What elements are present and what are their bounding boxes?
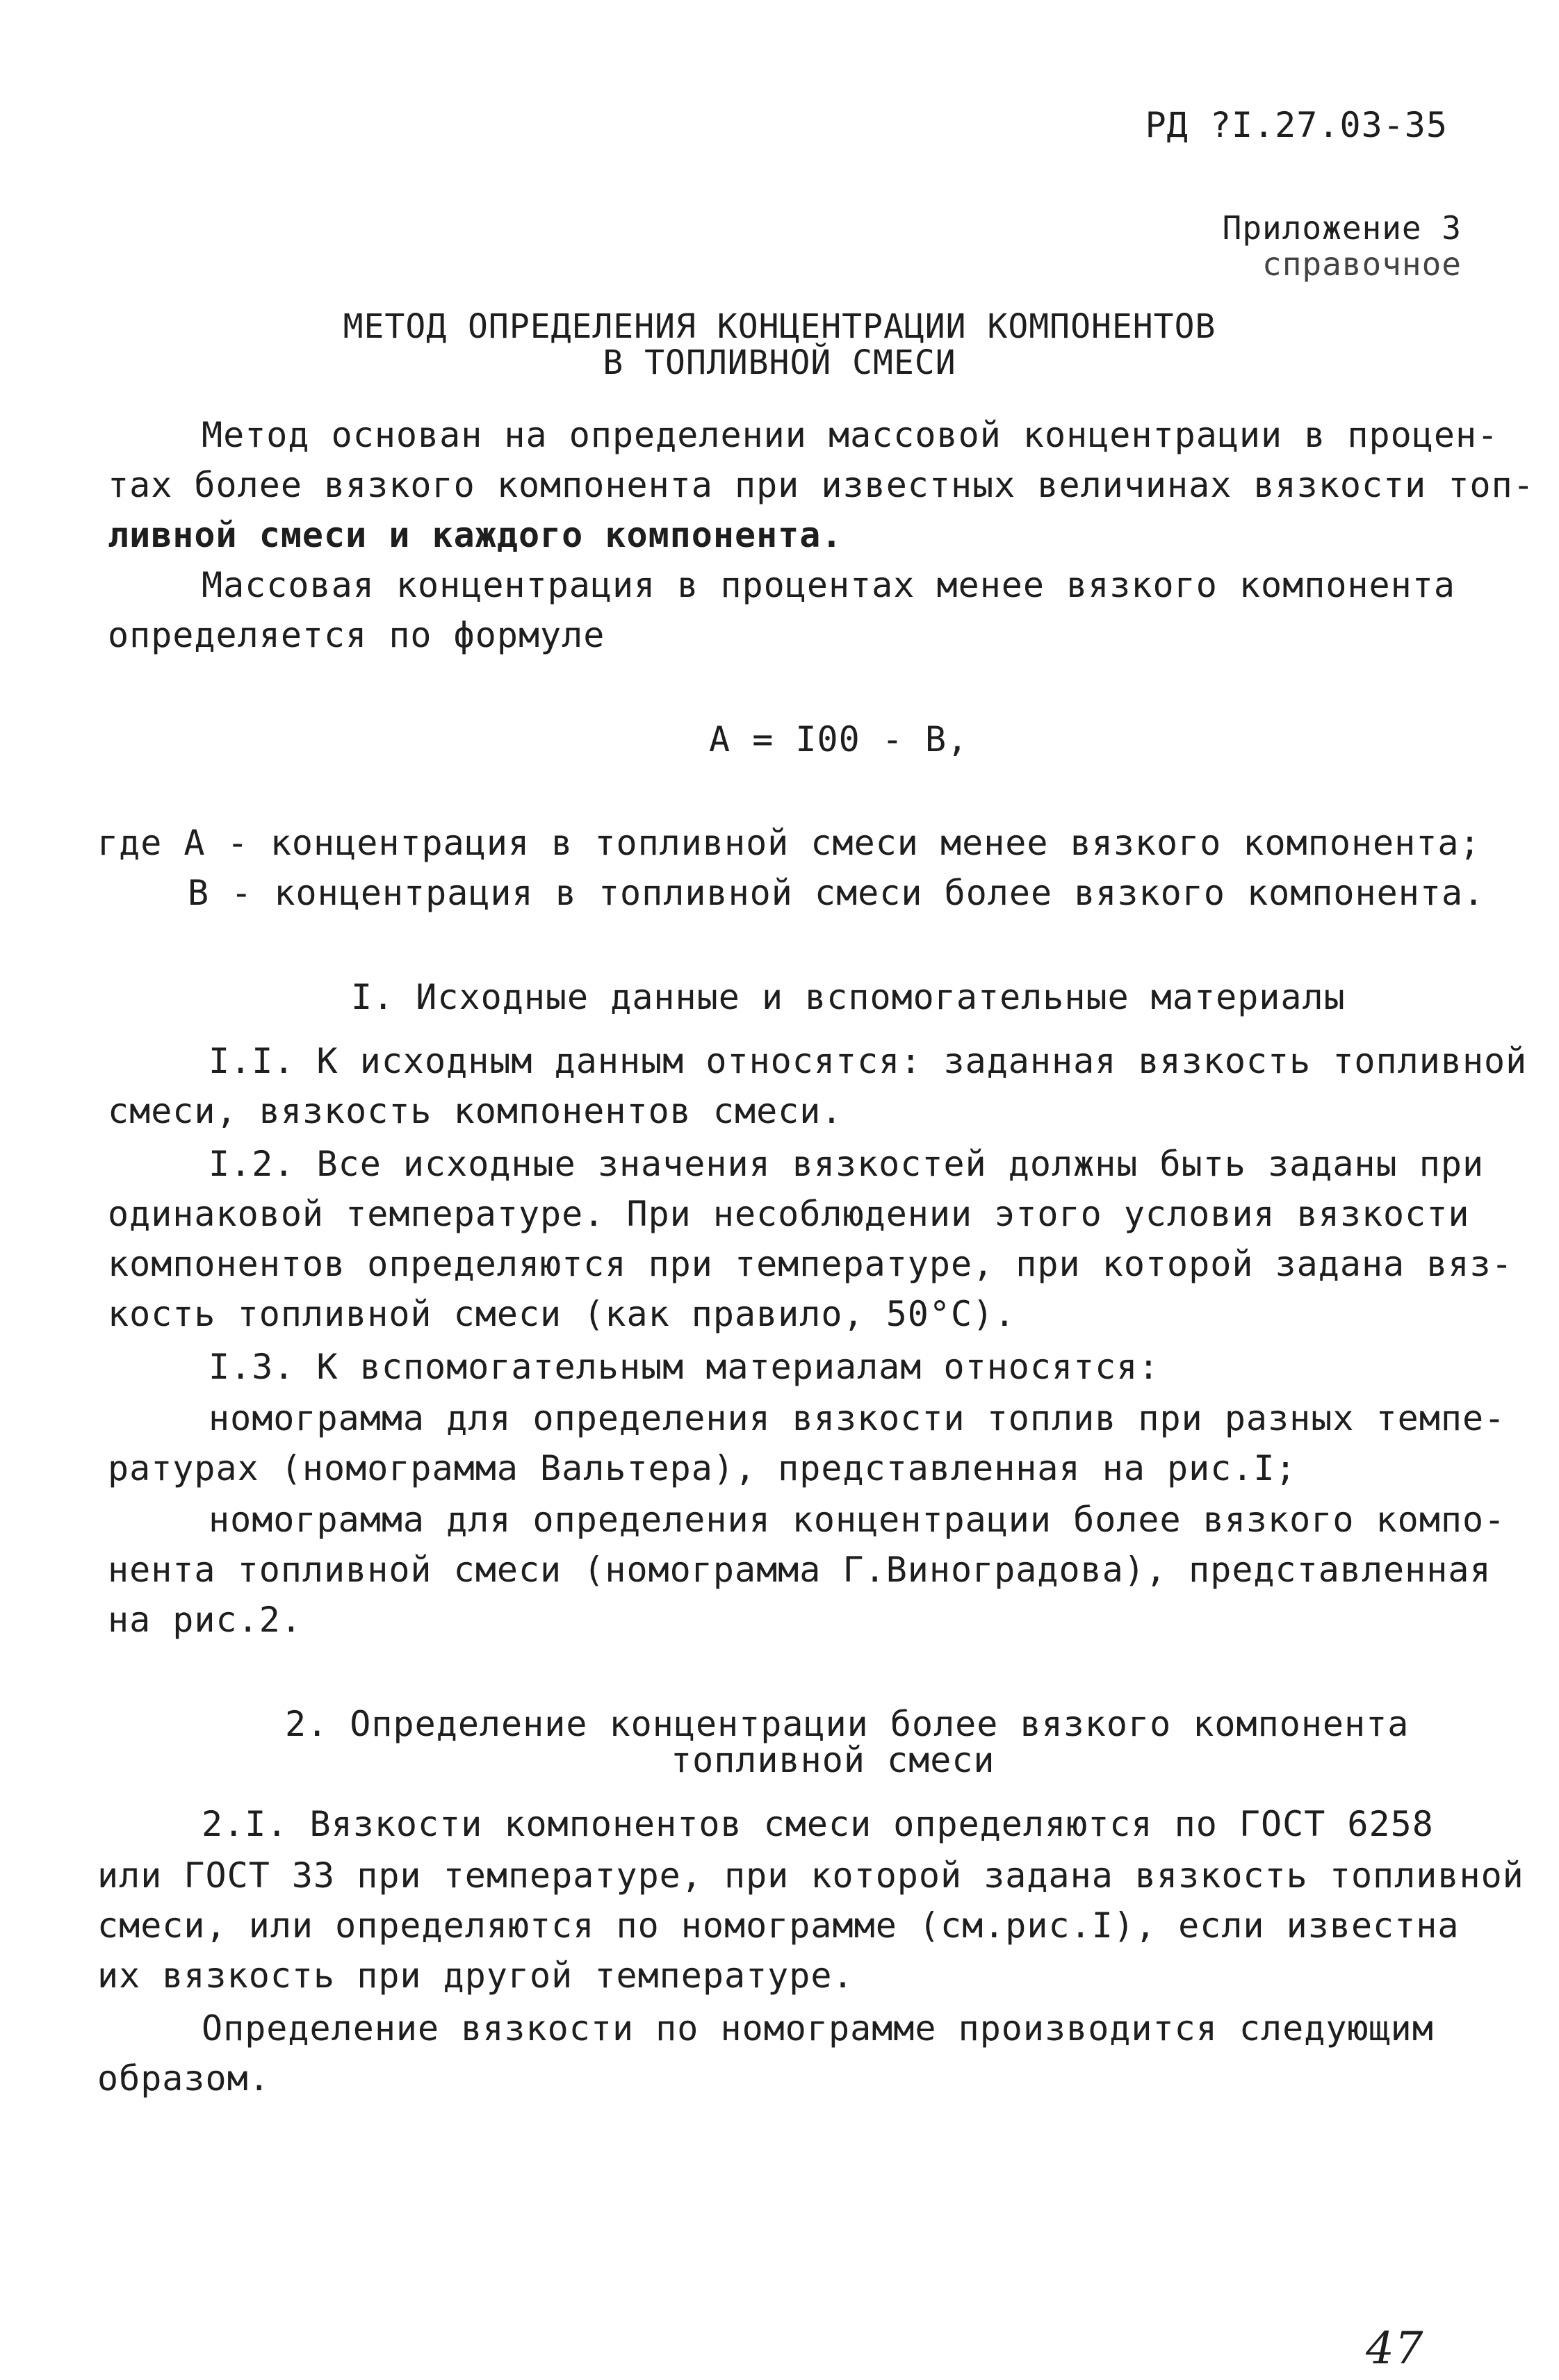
section-1-line: I.3. К вспомогательным материалам относятся: [209,1347,1160,1387]
page-number: 47 [1366,2323,1424,2374]
section-1-line: одинаковой температуре. При несоблюдении этого условия вязкости [108,1194,1470,1234]
section-2-heading-line-2: топливной смеси [671,1740,995,1780]
intro-line: определяется по формуле [108,615,605,655]
appendix-type: справочное [1262,245,1462,283]
intro-line: Метод основан на определении массовой концентрации в процен- [202,415,1499,455]
section-1-line: номограмма для определения вязкости топлив при разных темпе- [209,1398,1506,1438]
section-1-line: номограмма для определения концентрации более вязкого компо- [209,1500,1506,1540]
formula: А = I00 - В, [709,719,969,760]
section-2-line: смеси, или определяются по номограмме (см.рис.I), если известна [97,1905,1460,1946]
section-1-line: компонентов определяются при температуре, при которой задана вяз- [108,1244,1513,1284]
intro-line: тах более вязкого компонента при известных величинах вязкости топ- [108,465,1535,505]
intro-line: ливной смеси и каждого компонента. [108,515,843,555]
section-2-heading-line-1: 2. Определение концентрации более вязкого компонента [285,1704,1410,1744]
where-line: где А - концентрация в топливной смеси менее вязкого компонента; [97,823,1481,863]
where-line: В - концентрация в топливной смеси более вязкого компонента. [188,873,1485,913]
document-code: РД ?I.27.03-35 [1145,105,1448,145]
appendix-label: Приложение 3 [1222,209,1462,247]
intro-line: Массовая концентрация в процентах менее вязкого компонента [202,565,1455,605]
section-1-line: ратурах (номограмма Вальтера), представленная на рис.I; [108,1448,1297,1488]
section-2-line: образом. [97,2058,270,2099]
section-1-line: I.2. Все исходные значения вязкостей должны быть заданы при [209,1144,1485,1184]
section-2-line: Определение вязкости по номограмме производится следующим [202,2008,1434,2049]
section-1-heading: I. Исходные данные и вспомогательные материалы [351,977,1346,1017]
section-1-line: кость топливной смеси (как правило, 50°С). [108,1294,1016,1334]
section-2-line: 2.I. Вязкости компонентов смеси определяются по ГОСТ 6258 [202,1804,1434,1844]
section-1-line: нента топливной смеси (номограмма Г.Виноградова), представленная [108,1550,1492,1590]
section-2-line: их вязкость при другой температуре. [97,1955,854,1996]
section-1-line: смеси, вязкость компонентов смеси. [108,1091,843,1131]
section-1-line: на рис.2. [108,1600,302,1640]
title-line-1: МЕТОД ОПРЕДЕЛЕНИЯ КОНЦЕНТРАЦИИ КОМПОНЕНТОВ [343,307,1216,346]
section-2-line: или ГОСТ 33 при температуре, при которой задана вязкость топливной [97,1855,1524,1896]
title-line-2: В ТОПЛИВНОЙ СМЕСИ [603,343,956,382]
section-1-line: I.I. К исходным данным относятся: заданная вязкость топливной [209,1041,1528,1081]
